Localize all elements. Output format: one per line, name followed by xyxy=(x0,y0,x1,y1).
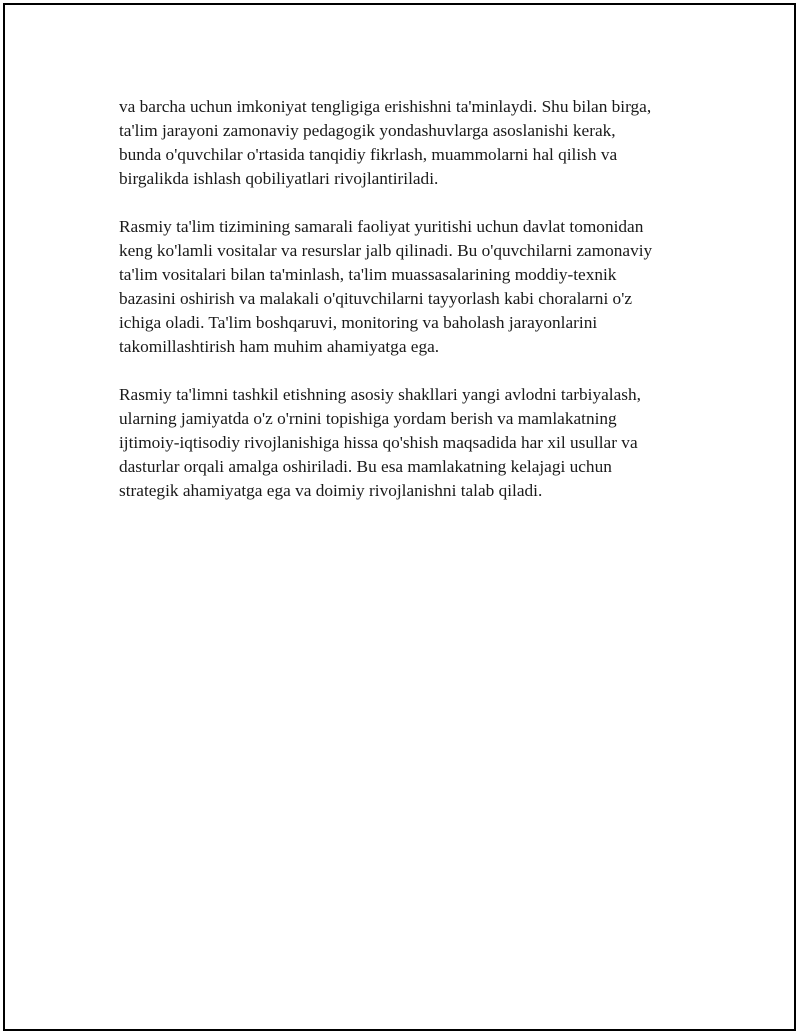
paragraph-spacer xyxy=(119,191,719,215)
paragraph-3 xyxy=(119,383,719,503)
text-line: ularning jamiyatda o'z o'rnini topishiga yordam berish va mamlakatning xyxy=(119,409,617,428)
text-line: takomillashtirish ham muhim ahamiyatga ega. xyxy=(119,337,440,356)
text-line: bazasini oshirish va malakali o'qituvchilarni tayyorlash kabi choralarni o'z xyxy=(119,289,632,308)
text-line: strategik ahamiyatga ega va doimiy rivojlanishni talab qiladi. xyxy=(119,481,543,500)
text-line: bunda o'quvchilar o'rtasida tanqidiy fikrlash, muammolarni hal qilish va xyxy=(119,145,618,164)
text-line: ta'lim vositalari bilan ta'minlash, ta'lim muassasalarining moddiy-texnik xyxy=(119,265,617,284)
text-line: Rasmiy ta'limni tashkil etishning asosiy shakllari yangi avlodni tarbiyalash, xyxy=(119,385,641,404)
paragraph-spacer xyxy=(119,359,719,383)
text-line: ta'lim jarayoni zamonaviy pedagogik yondashuvlarga asoslanishi kerak, xyxy=(119,121,616,140)
document-page xyxy=(3,3,796,1031)
text-line: Rasmiy ta'lim tizimining samarali faoliyat yuritishi uchun davlat tomonidan xyxy=(119,217,644,236)
text-line: ijtimoiy-iqtisodiy rivojlanishiga hissa qo'shish maqsadida har xil usullar va xyxy=(119,433,638,452)
text-line: keng ko'lamli vositalar va resurslar jalb qilinadi. Bu o'quvchilarni zamonaviy xyxy=(119,241,653,260)
text-line: dasturlar orqali amalga oshiriladi. Bu esa mamlakatning kelajagi uchun xyxy=(119,457,612,476)
paragraph-1 xyxy=(119,95,719,191)
text-line: birgalikda ishlash qobiliyatlari rivojlantiriladi. xyxy=(119,169,439,188)
paragraph-2 xyxy=(119,215,719,359)
text-line: ichiga oladi. Ta'lim boshqaruvi, monitoring va baholash jarayonlarini xyxy=(119,313,598,332)
document-body xyxy=(119,95,719,503)
text-line: va barcha uchun imkoniyat tengligiga erishishni ta'minlaydi. Shu bilan birga, xyxy=(119,97,652,116)
